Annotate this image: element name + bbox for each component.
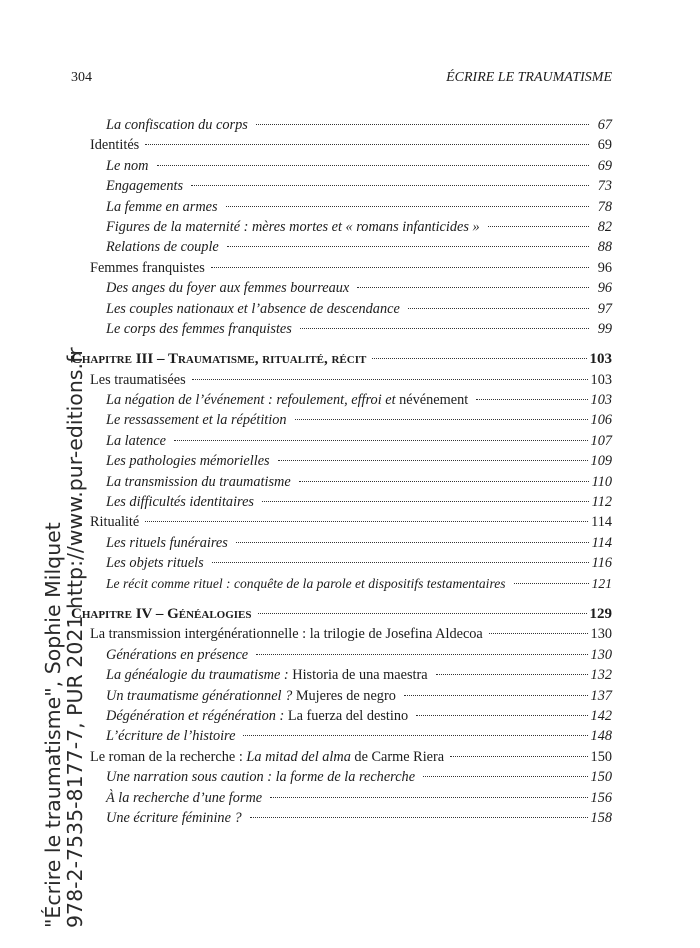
toc-chapter-3[interactable]: Chapitre III – Traumatisme, ritualité, récit 103 (71, 351, 612, 368)
watermark (42, 347, 86, 928)
toc-entry[interactable]: Un traumatisme générationnel ? Mujeres de negro 137 (106, 687, 612, 704)
toc-entry[interactable]: Figures de la maternité : mères mortes et « romans infanticides » 82 (106, 218, 612, 235)
page-number: 304 (71, 70, 92, 85)
toc-section[interactable]: Ritualité 114 (90, 514, 612, 531)
toc-entry[interactable]: Les couples nationaux et l’absence de descendance 97 (106, 300, 612, 317)
toc-chapter-4[interactable]: Chapitre IV – Généalogies 129 (71, 605, 612, 622)
toc-entry[interactable]: Relations de couple 88 (106, 239, 612, 256)
toc-entry[interactable]: La généalogie du traumatisme : Historia de una maestra 132 (106, 667, 612, 684)
toc-entry[interactable]: La confiscation du corps 67 (106, 117, 612, 133)
toc-entry[interactable]: Le corps des femmes franquistes 99 (106, 320, 612, 337)
toc-entry[interactable]: La transmission du traumatisme 110 (106, 473, 612, 490)
toc-entry[interactable]: La femme en armes 78 (106, 198, 612, 215)
watermark-line-2: 978-2-7535-8177-7, PUR 2021 http://www.pur-editions.fr (63, 347, 87, 928)
page-header (71, 70, 612, 90)
toc-section[interactable]: Femmes franquistes 96 (90, 259, 612, 276)
toc-section[interactable]: Les traumatisées 103 (90, 371, 612, 388)
toc-entry[interactable]: Dégénération et régénération : La fuerza del destino 142 (106, 707, 612, 724)
toc-section[interactable]: Le roman de la recherche : La mitad del alma de Carme Riera 150 (90, 748, 612, 765)
toc-entry[interactable]: Une narration sous caution : la forme de la recherche 150 (106, 769, 612, 786)
toc-section[interactable]: La transmission intergénérationnelle : la trilogie de Josefina Aldecoa 130 (90, 626, 612, 643)
table-of-contents (71, 115, 612, 828)
toc-entry[interactable]: Le nom 69 (106, 157, 612, 174)
toc-entry[interactable]: Les pathologies mémorielles 109 (106, 453, 612, 470)
toc-section[interactable]: Identités 69 (90, 137, 612, 154)
toc-entry[interactable]: Engagements 73 (106, 178, 612, 195)
toc-entry[interactable]: La négation de l’événement : refoulement, effroi et névénement 103 (106, 392, 612, 409)
toc-entry[interactable]: À la recherche d’une forme 156 (106, 789, 612, 806)
toc-entry[interactable]: Générations en présence 130 (106, 646, 612, 663)
toc-entry[interactable]: Les rituels funéraires 114 (106, 534, 612, 551)
watermark-line-1: "Écrire le traumatisme", Sophie Milquet (41, 522, 65, 928)
toc-entry[interactable]: Des anges du foyer aux femmes bourreaux 96 (106, 280, 612, 297)
toc-entry[interactable]: Les objets rituels 116 (106, 555, 612, 572)
toc-entry[interactable]: Le ressassement et la répétition 106 (106, 412, 612, 429)
toc-entry[interactable]: Le récit comme rituel : conquête de la parole et dispositifs testamentaires 121 (106, 575, 612, 591)
toc-entry[interactable]: Les difficultés identitaires 112 (106, 494, 612, 511)
toc-entry[interactable]: L’écriture de l’histoire 148 (106, 728, 612, 745)
running-title: ÉCRIRE LE TRAUMATISME (446, 70, 612, 85)
toc-entry[interactable]: La latence 107 (106, 432, 612, 449)
toc-entry[interactable]: Une écriture féminine ? 158 (106, 809, 612, 826)
